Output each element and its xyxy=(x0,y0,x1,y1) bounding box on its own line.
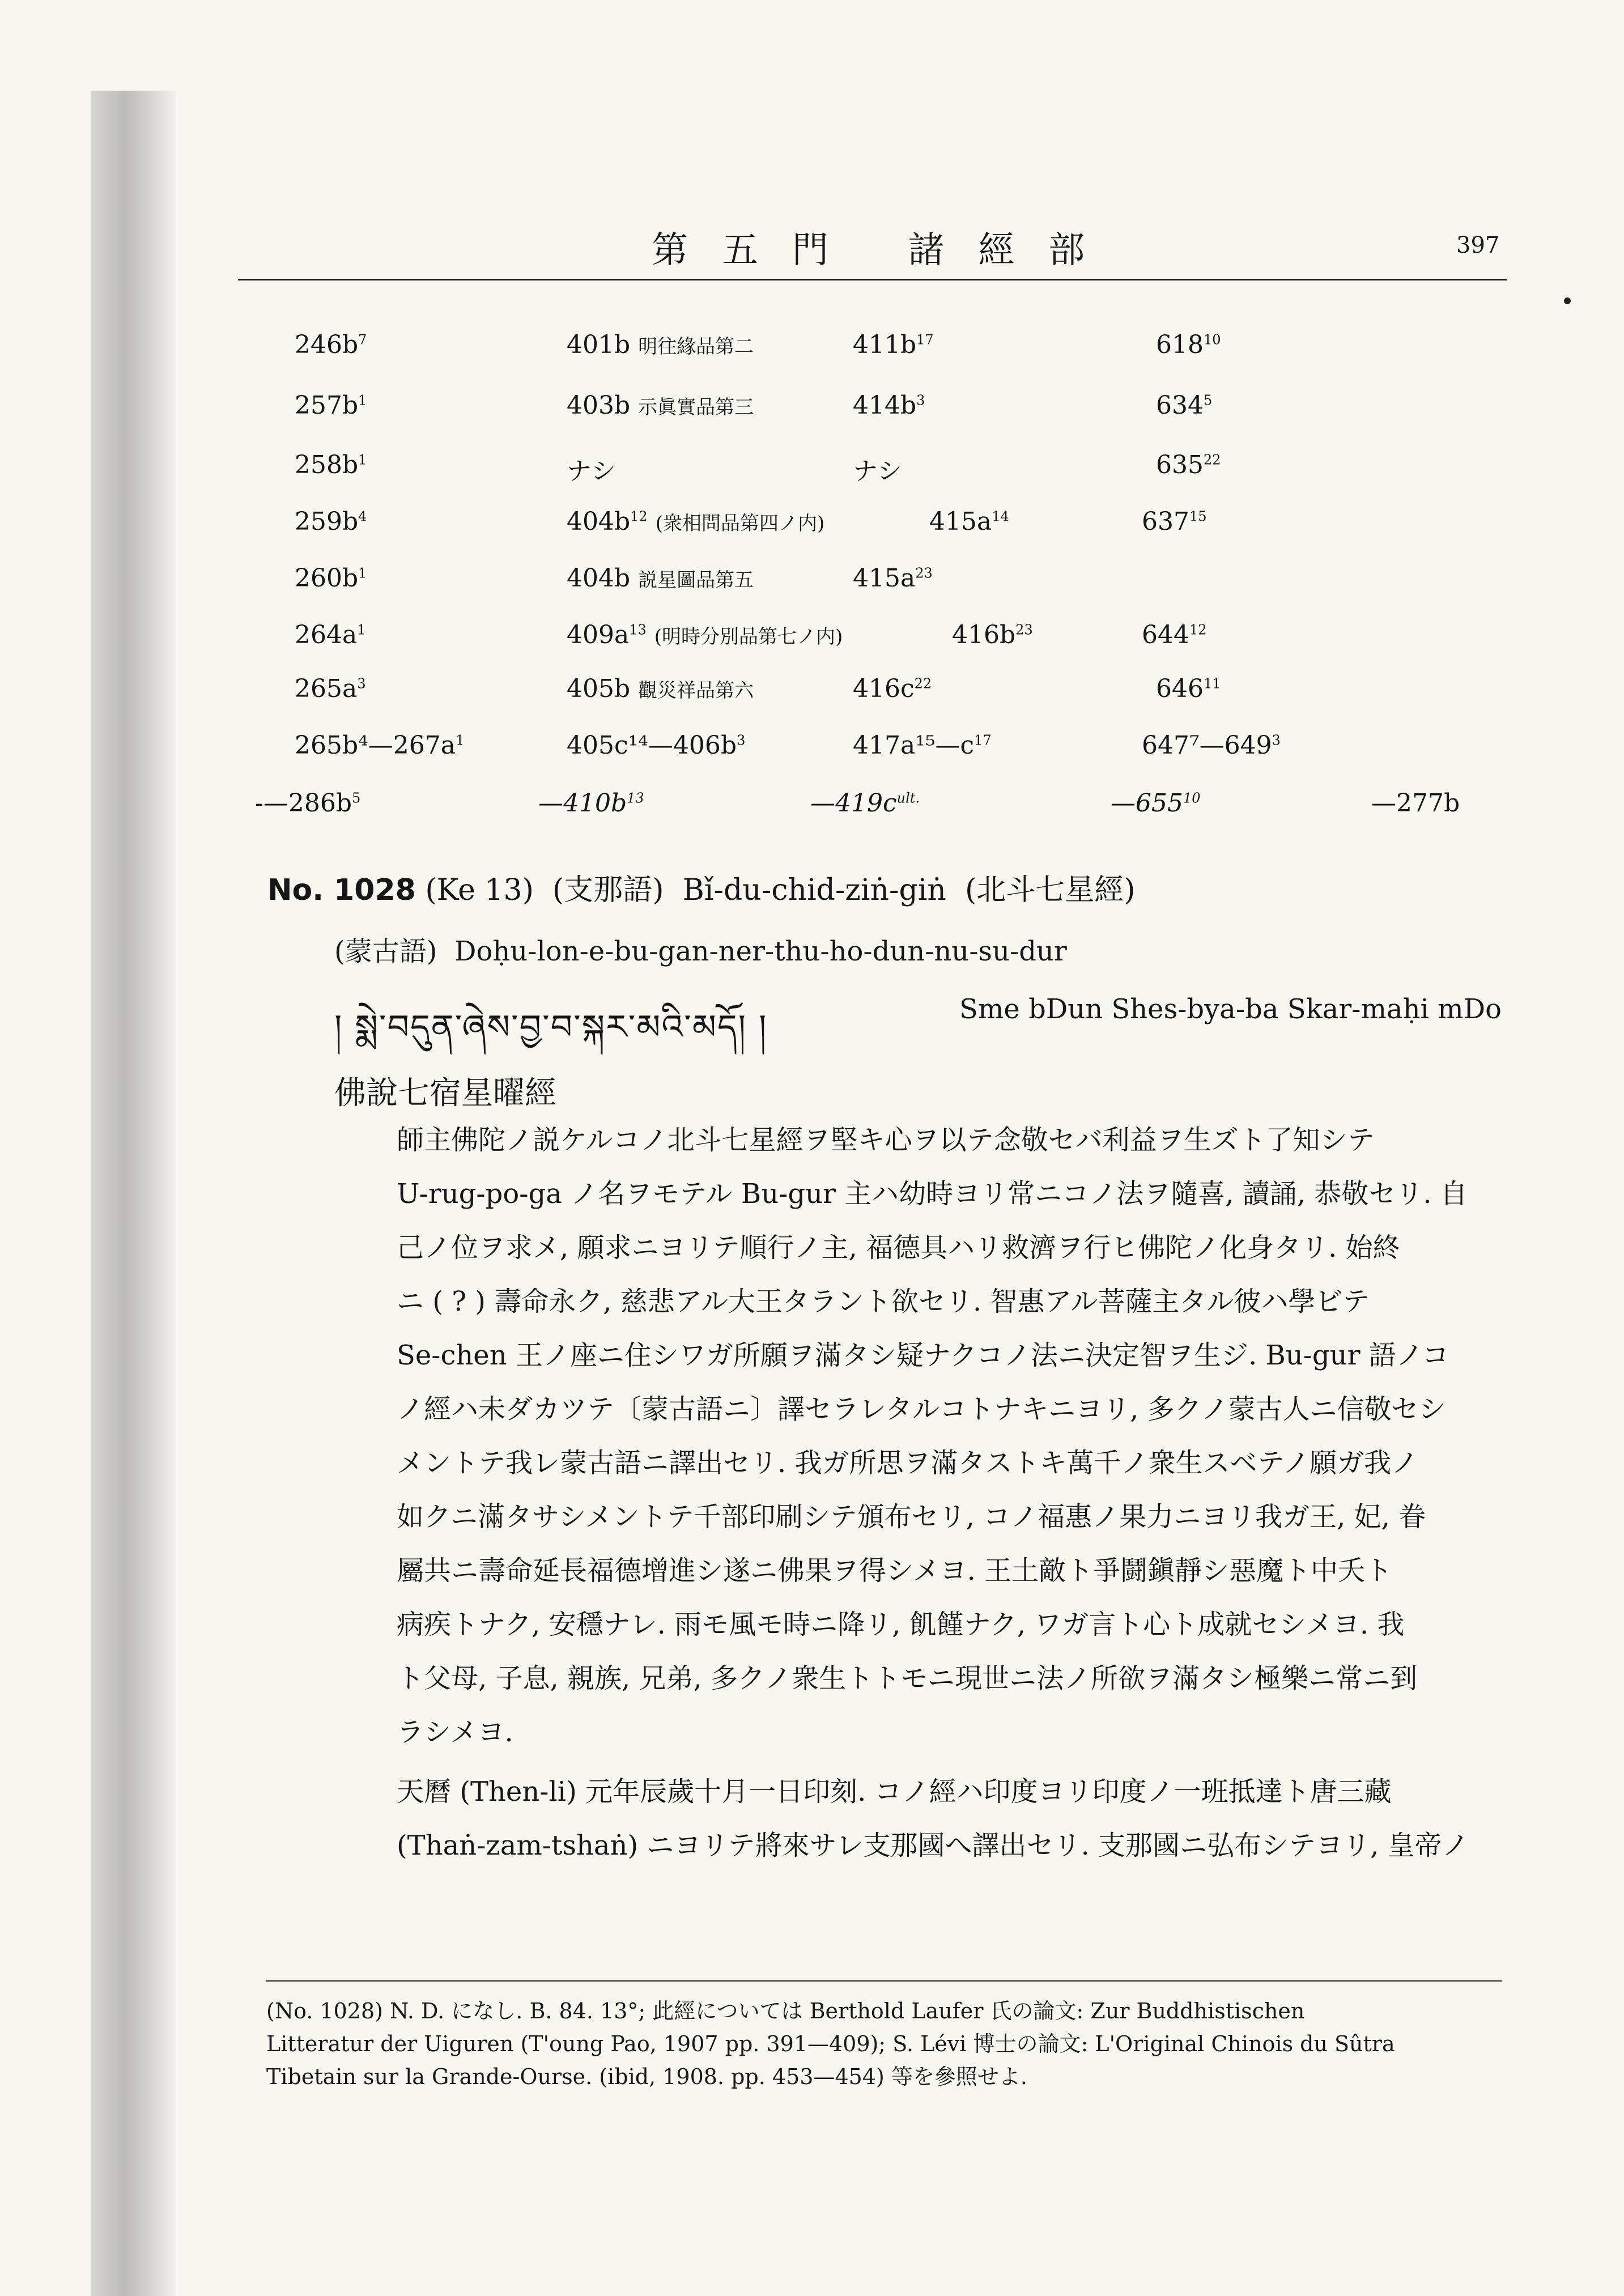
table-row: $646^{11}$ xyxy=(1156,674,1221,703)
mongol-line xyxy=(334,929,1067,968)
chinese-title: (北斗七星經) xyxy=(964,873,1136,907)
table-row: $405c^{14}—406b^3$ xyxy=(567,731,746,760)
body-line: 病疾トナク, 安穩ナレ. 雨モ風モ時ニ降リ, 飢饉ナク, ワガ言ト心ト成就セシメヨ. 我 xyxy=(397,1609,1405,1640)
table-row: —277b xyxy=(1371,789,1460,818)
table-row: ナシ xyxy=(567,457,617,486)
body-line: ラシメヨ. xyxy=(397,1716,513,1748)
table-row: $416c^{22}$ xyxy=(853,674,932,703)
mongol-label: (蒙古語) xyxy=(334,936,437,967)
table-row: 405b 觀災祥品第六 xyxy=(567,674,754,703)
table-row: $-—286b^5$ xyxy=(255,789,361,818)
table-row: $265a^3$ xyxy=(295,674,366,703)
table-row: $415a^{14}$ xyxy=(929,507,1009,536)
entry-heading xyxy=(267,866,1136,908)
body-line: ノ經ハ未ダカツテ〔蒙古語ニ〕譯セラレタルコトナキニヨリ, 多クノ蒙古人ニ信敬セシ xyxy=(397,1393,1446,1425)
table-row: $259b^4$ xyxy=(295,507,367,536)
body-line: 如クニ滿タサシメントテ千部印刷シテ頒布セリ, コノ福惠ノ果力ニヨリ我ガ王, 妃, 眷 xyxy=(397,1501,1426,1533)
table-row: $—419c^{ult.}$ xyxy=(810,789,920,818)
body-line: 己ノ位ヲ求メ, 願求ニヨリテ順行ノ主, 福德具ハリ救濟ヲ行ヒ佛陀ノ化身タリ. 始終 xyxy=(397,1232,1400,1264)
chinese-romanized: Bǐ-du-chid-ziṅ-giṅ xyxy=(682,873,946,907)
header-rule xyxy=(238,279,1507,280)
table-row: $409a^{13}$ (明時分別品第七ノ内) xyxy=(567,620,843,649)
chinese-label: (支那語) xyxy=(552,873,664,907)
sutra-title: 佛說七宿星曜經 xyxy=(334,1075,556,1112)
footnote-line: Tibetain sur la Grande-Ourse. (ibid, 1908. pp. 453—454) 等を參照せよ. xyxy=(266,2064,1027,2089)
table-row: 401b 明往緣品第二 xyxy=(567,330,754,359)
body-line: メントテ我レ蒙古語ニ譯出セリ. 我ガ所思ヲ滿タストキ萬千ノ衆生スベテノ願ガ我ノ xyxy=(397,1447,1419,1479)
table-row: $—655^{10}$ xyxy=(1111,789,1201,818)
table-row: $637^{15}$ xyxy=(1142,507,1207,536)
table-row: $260b^1$ xyxy=(295,564,367,593)
body-line: 師主佛陀ノ説ケルコノ北斗七星經ヲ堅キ心ヲ以テ念敬セバ利益ヲ生ズト了知シテ xyxy=(397,1124,1375,1156)
table-row: $618^{10}$ xyxy=(1156,330,1221,359)
colophon-paragraph xyxy=(397,1113,1502,1759)
table-row: $416b^{23}$ xyxy=(952,620,1033,649)
table-row: 403b 示眞實品第三 xyxy=(567,391,754,420)
page-binding-shadow xyxy=(91,91,176,2296)
page-number: 397 xyxy=(1456,232,1500,258)
table-row: $404b^{12}$ (衆相問品第四ノ内) xyxy=(567,507,825,536)
table-row: $265b^4—267a^1$ xyxy=(295,731,465,760)
footnote xyxy=(266,1995,1502,2093)
table-row: $644^{12}$ xyxy=(1142,620,1207,649)
ink-dot xyxy=(1564,297,1571,304)
tibetan-romanized: Sme bDun Shes-bya-ba Skar-maḥi mDo xyxy=(959,993,1502,1025)
table-row: $415a^{23}$ xyxy=(853,564,933,593)
colophon-paragraph-2 xyxy=(397,1765,1502,1873)
table-row: ナシ xyxy=(853,457,903,486)
table-row: $635^{22}$ xyxy=(1156,450,1221,479)
table-row: $257b^1$ xyxy=(295,391,367,420)
body-line: Se-chen 王ノ座ニ住シワガ所願ヲ滿タシ疑ナクコノ法ニ決定智ヲ生ジ. Bu-gur 語ノコ xyxy=(397,1340,1449,1371)
page-header-title: 第五門 諸經部 xyxy=(652,229,1119,271)
table-row: $634^5$ xyxy=(1156,391,1213,420)
body-line: ト父母, 子息, 親族, 兄弟, 多クノ衆生トトモニ現世ニ法ノ所欲ヲ滿タシ極樂ニ常ニ到 xyxy=(397,1663,1418,1694)
footnote-line: (No. 1028) N. D. になし. B. 84. 13°; 此經については Berthold Laufer 氏の論文: Zur Buddhistischen xyxy=(266,1999,1305,2023)
table-row: $—410b^{13}$ xyxy=(538,789,644,818)
body-line: U-rug-po-ga ノ名ヲモテル Bu-gur 主ハ幼時ヨリ常ニコノ法ヲ隨喜, 讀誦, 恭敬セリ. 自 xyxy=(397,1178,1468,1210)
table-row: $411b^{17}$ xyxy=(853,330,934,359)
body-line: 天曆 (Then-li) 元年辰歲十月一日印刻. コノ經ハ印度ヨリ印度ノ一班抵達ト唐三藏 xyxy=(397,1776,1392,1808)
table-row: $417a^{15}—c^{17}$ xyxy=(853,731,992,760)
table-row: $246b^7$ xyxy=(295,330,367,359)
footnote-line: Litteratur der Uiguren (T'oung Pao, 1907 pp. 391—409); S. Lévi 博士の論文: L'Original Chinois du Sûtra xyxy=(266,2031,1395,2056)
footnote-rule xyxy=(266,1980,1502,1982)
body-line: ニ ( ? ) 壽命永ク, 慈悲アル大王タラント欲セリ. 智惠アル菩薩主タル彼ハ學ビテ xyxy=(397,1286,1370,1317)
entry-ref: (Ke 13) xyxy=(425,873,534,907)
table-row: $414b^3$ xyxy=(853,391,925,420)
table-row: $647^7—649^3$ xyxy=(1142,731,1281,760)
body-line: 屬共ニ壽命延長福德增進シ遂ニ佛果ヲ得シメヨ. 王土敵ト爭鬪鎭靜シ惡魔ト中夭ト xyxy=(397,1555,1393,1587)
entry-number: No. 1028 xyxy=(267,873,416,907)
body-line: (Thaṅ-zam-tshaṅ) ニヨリテ將來サレ支那國へ譯出セリ. 支那國ニ弘布シテヨリ, 皇帝ノ xyxy=(397,1830,1469,1861)
table-row: $258b^1$ xyxy=(295,450,367,479)
mongol-romanized: Doḥu-lon-e-bu-gan-ner-thu-ho-dun-nu-su-dur xyxy=(454,936,1067,967)
table-row: 404b 説星圖品第五 xyxy=(567,564,754,593)
table-row: $264a^1$ xyxy=(295,620,366,649)
tibetan-title-script: ། སྨེ་བདུན་ཞེས་བྱ་བ་སྐར་མའི་མདོ། ། xyxy=(334,1007,768,1047)
